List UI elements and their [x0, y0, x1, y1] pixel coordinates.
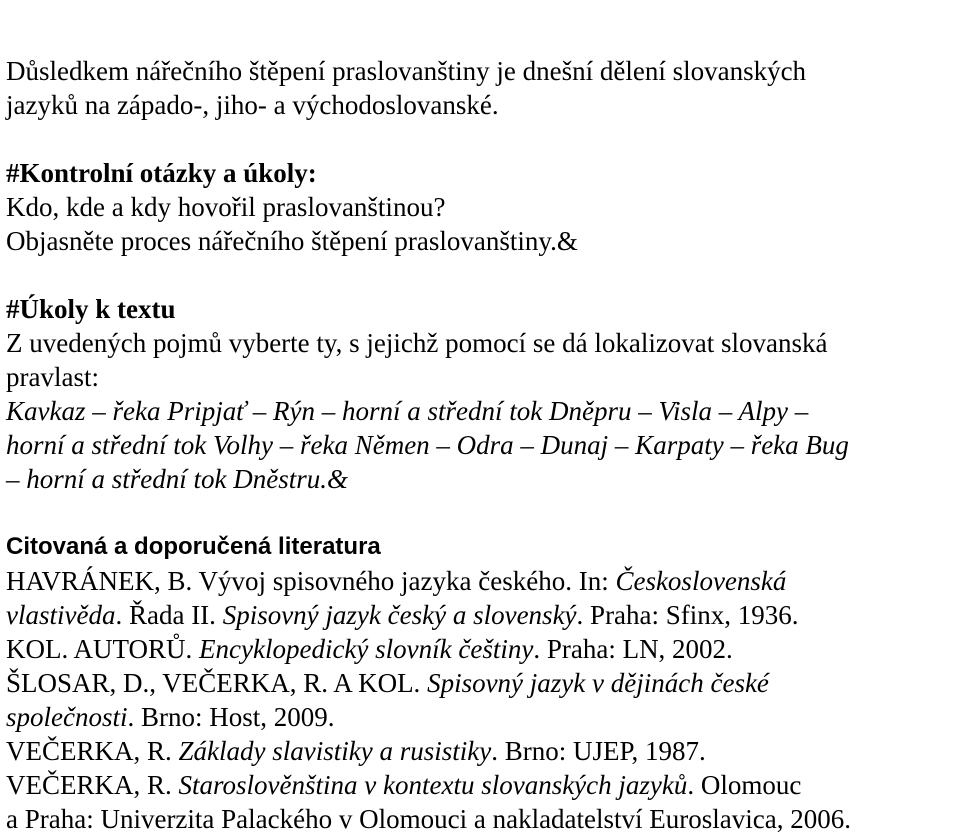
reference-title: Encyklopedický slovník češtiny: [199, 634, 534, 664]
reference-publisher: . Brno: Host, 2009.: [127, 702, 335, 732]
reference-author: HAVRÁNEK, B.: [6, 566, 199, 596]
reference-publisher: . Praha: Sfinx, 1936.: [576, 600, 799, 630]
control-question-1: Kdo, kde a kdy hovořil praslovanštinou?: [6, 192, 446, 222]
reference-title: Základy slavistiky a rusistiky: [178, 736, 492, 766]
reference-author: ŠLOSAR, D., VEČERKA, R. A KOL.: [6, 668, 428, 698]
reference-4: [6, 734, 954, 768]
literature-heading: Citovaná a doporučená literatura: [6, 533, 381, 560]
reference-source: Československá: [615, 566, 787, 596]
spacer: [6, 496, 954, 530]
tasks-heading: #Úkoly k textu: [6, 294, 176, 324]
reference-title: Vývoj spisovného jazyka českého. In:: [198, 566, 616, 596]
reference-publisher: . Brno: UJEP, 1987.: [491, 736, 706, 766]
reference-author: VEČERKA, R.: [6, 770, 179, 800]
intro-line-1: Důsledkem nářečního štěpení praslovanštiny je dnešní dělení slovanských: [6, 56, 807, 86]
spacer: [6, 258, 954, 292]
terms-line-1: Kavkaz – řeka Pripjať – Rýn – horní a střední tok Dněpru – Visla – Alpy –: [6, 396, 809, 426]
reference-3-line-2: [6, 700, 954, 734]
reference-publisher: . Olomouc: [687, 770, 802, 800]
reference-volume-title: Spisovný jazyk český a slovenský: [222, 600, 577, 630]
reference-author: VEČERKA, R.: [6, 736, 179, 766]
reference-5-line-1: [6, 768, 954, 802]
spacer: [6, 122, 954, 156]
tasks-instruction-line-2: pravlast:: [6, 362, 99, 392]
reference-1-line-1: [6, 564, 954, 598]
terms-line-2: horní a střední tok Volhy – řeka Němen – Odra – Dunaj – Karpaty – řeka Bug: [6, 430, 849, 460]
intro-line-2: jazyků na západo-, jiho- a východoslovanské.: [6, 90, 499, 120]
reference-series: . Řada II.: [115, 600, 223, 630]
reference-publisher: . Praha: LN, 2002.: [533, 634, 733, 664]
reference-title: Spisovný jazyk v dějinách české: [427, 668, 769, 698]
reference-author: KOL. AUTORŮ.: [6, 634, 200, 664]
control-question-2: Objasněte proces nářečního štěpení praslovanštiny.&: [6, 226, 578, 256]
reference-3-line-1: [6, 666, 954, 700]
reference-5-line-2: a Praha: Univerzita Palackého v Olomouci a nakladatelství Euroslavica, 2006.: [6, 804, 851, 834]
document-page: [6, 54, 954, 836]
reference-2: [6, 632, 954, 666]
reference-title: společnosti: [6, 702, 128, 732]
tasks-instruction-line-1: Z uvedených pojmů vyberte ty, s jejichž pomocí se dá lokalizovat slovanská: [6, 328, 828, 358]
control-questions-heading: #Kontrolní otázky a úkoly:: [6, 158, 317, 188]
terms-line-3: – horní a střední tok Dněstru.&: [6, 464, 348, 494]
reference-title: Staroslověnština v kontextu slovanských jazyků: [178, 770, 688, 800]
reference-1-line-2: [6, 598, 954, 632]
reference-source: vlastivěda: [6, 600, 116, 630]
